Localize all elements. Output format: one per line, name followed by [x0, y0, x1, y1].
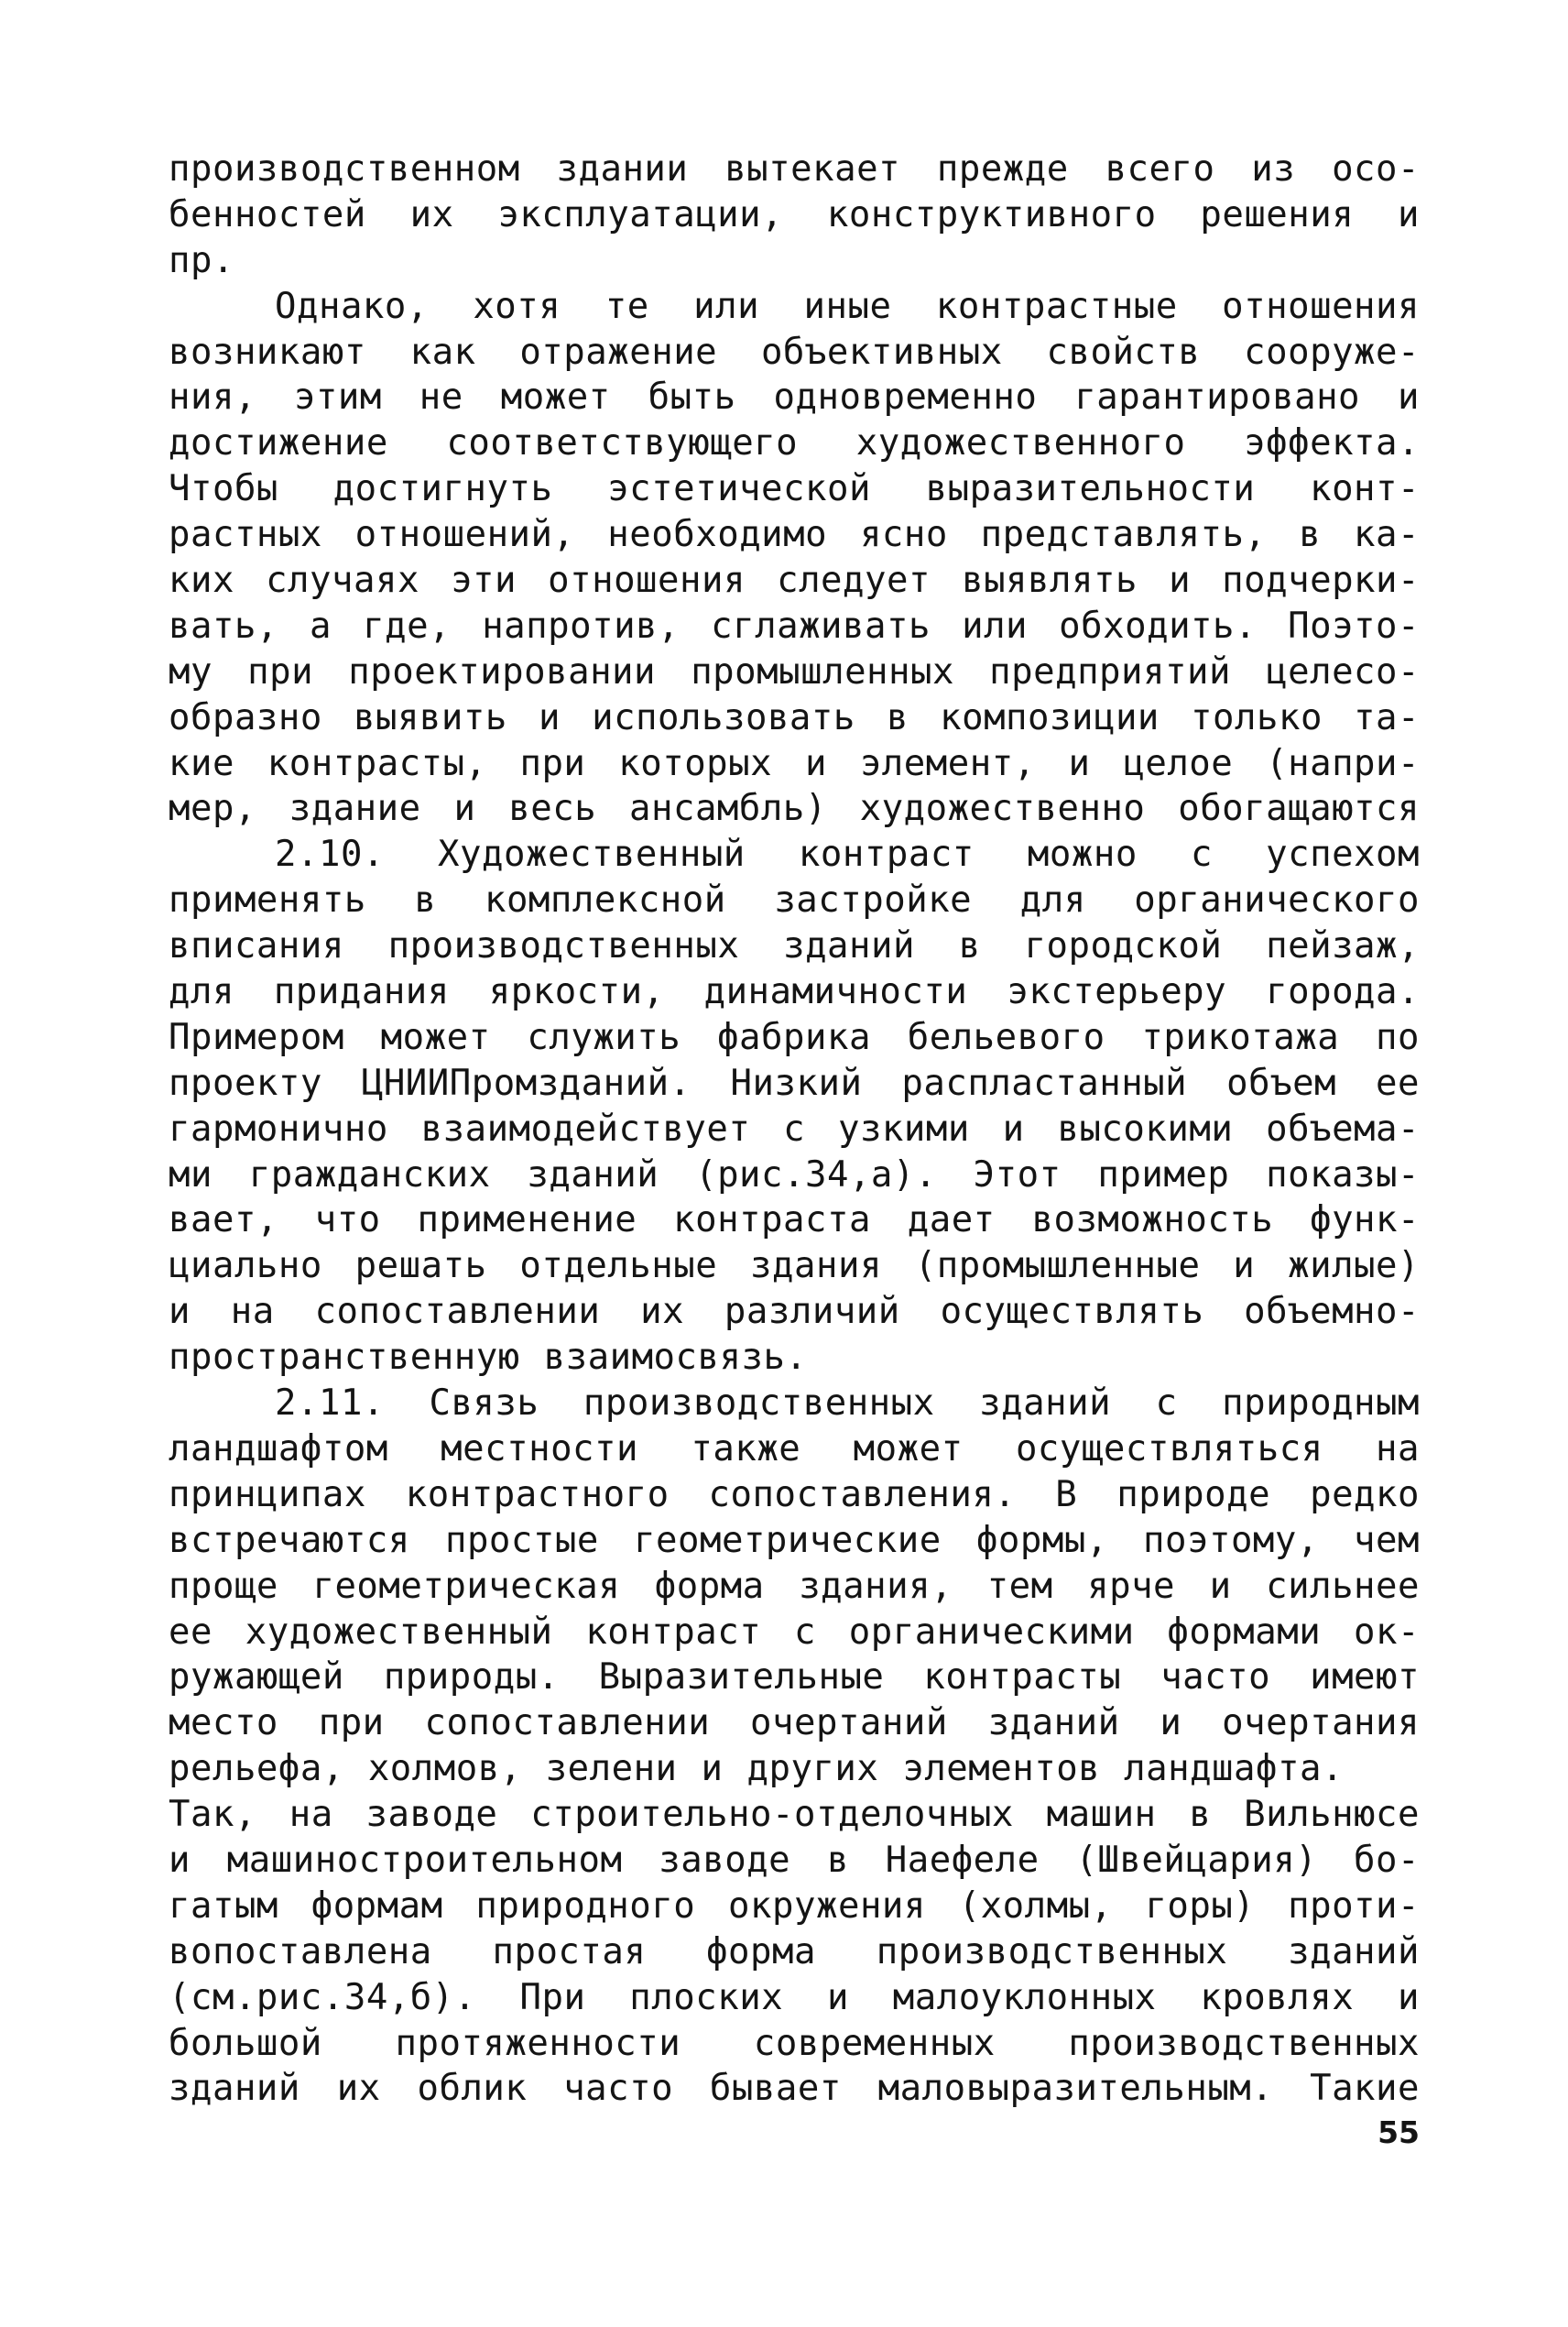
text-line: рельефа, холмов, зелени и других элементов ландшафта.	[169, 1748, 1344, 1790]
text-line: му при проектировании промышленных предприятий целесо-	[169, 650, 1420, 693]
text-line: бенностей их эксплуатации, конструктивного решения и	[169, 193, 1420, 235]
text-line: Так, на заводе строительно-отделочных машин в Вильнюсе	[169, 1794, 1420, 1836]
text-line: зданий их облик часто бывает маловыразительным. Такие	[169, 2068, 1420, 2110]
page-number: 55	[1377, 2114, 1420, 2150]
text-line: ружающей природы. Выразительные контрасты часто имеют	[169, 1656, 1420, 1699]
text-line: вопоставлена простая форма производственных зданий	[169, 1930, 1420, 1972]
text-line: 2.11. Связь производственных зданий с природным	[275, 1382, 1420, 1425]
text-line: вать, а где, напротив, сглаживать или обходить. Поэто-	[169, 605, 1420, 647]
text-line: Однако, хотя те или иные контрастные отношения	[275, 285, 1420, 327]
text-line: вписания производственных зданий в городской пейзаж,	[169, 925, 1420, 967]
text-line: кие контрасты, при которых и элемент, и целое (напри-	[169, 742, 1420, 784]
text-line: мер, здание и весь ансамбль) художественно обогащаются	[169, 788, 1420, 830]
text-line: (см.рис.34,б). При плоских и малоуклонных кровлях и	[169, 1976, 1420, 2018]
text-line: принципах контрастного сопоставления. В природе редко	[169, 1473, 1420, 1515]
text-line: производственном здании вытекает прежде всего из осо-	[169, 148, 1420, 190]
text-line: растных отношений, необходимо ясно представлять, в ка-	[169, 514, 1420, 556]
body-text	[169, 147, 1420, 2112]
text-line: ких случаях эти отношения следует выявлять и подчерки-	[169, 560, 1420, 602]
text-line: встречаются простые геометрические формы, поэтому, чем	[169, 1519, 1420, 1561]
text-line: применять в комплексной застройке для органического	[169, 879, 1420, 922]
text-line: Примером может служить фабрика бельевого трикотажа по	[169, 1016, 1420, 1058]
text-line: место при сопоставлении очертаний зданий и очертания	[169, 1702, 1420, 1744]
text-line: ми гражданских зданий (рис.34,а). Этот пример показы-	[169, 1153, 1420, 1196]
text-line: циально решать отдельные здания (промышленные и жилые)	[169, 1245, 1420, 1287]
text-line: гатым формам природного окружения (холмы, горы) проти-	[169, 1885, 1420, 1927]
text-line: ландшафтом местности также может осуществляться на	[169, 1427, 1420, 1469]
text-line: пр.	[169, 239, 234, 281]
text-line: Чтобы достигнуть эстетической выразительности конт-	[169, 468, 1420, 510]
text-line: образно выявить и использовать в композиции только та-	[169, 696, 1420, 738]
text-line: для придания яркости, динамичности экстерьеру города.	[169, 971, 1420, 1013]
text-line: вает, что применение контраста дает возможность функ-	[169, 1199, 1420, 1241]
text-line: пространственную взаимосвязь.	[169, 1337, 808, 1379]
text-line: и машиностроительном заводе в Наефеле (Швейцария) бо-	[169, 1839, 1420, 1881]
text-line: большой протяженности современных производственных	[169, 2022, 1420, 2064]
text-line: ния, этим не может быть одновременно гарантировано и	[169, 377, 1420, 419]
text-line: проще геометрическая форма здания, тем ярче и сильнее	[169, 1565, 1420, 1607]
text-line: 2.10. Художественный контраст можно с успехом	[275, 834, 1420, 876]
text-line: и на сопоставлении их различий осуществлять объемно-	[169, 1291, 1420, 1333]
text-line: проекту ЦНИИПромзданий. Низкий распластанный объем ее	[169, 1062, 1420, 1104]
text-line: достижение соответствующего художественного эффекта.	[169, 422, 1420, 464]
text-line: ее художественный контраст с органическими формами ок-	[169, 1611, 1420, 1653]
text-line: возникают как отражение объективных свойств сооруже-	[169, 331, 1420, 373]
text-line: гармонично взаимодействует с узкими и высокими объема-	[169, 1108, 1420, 1150]
